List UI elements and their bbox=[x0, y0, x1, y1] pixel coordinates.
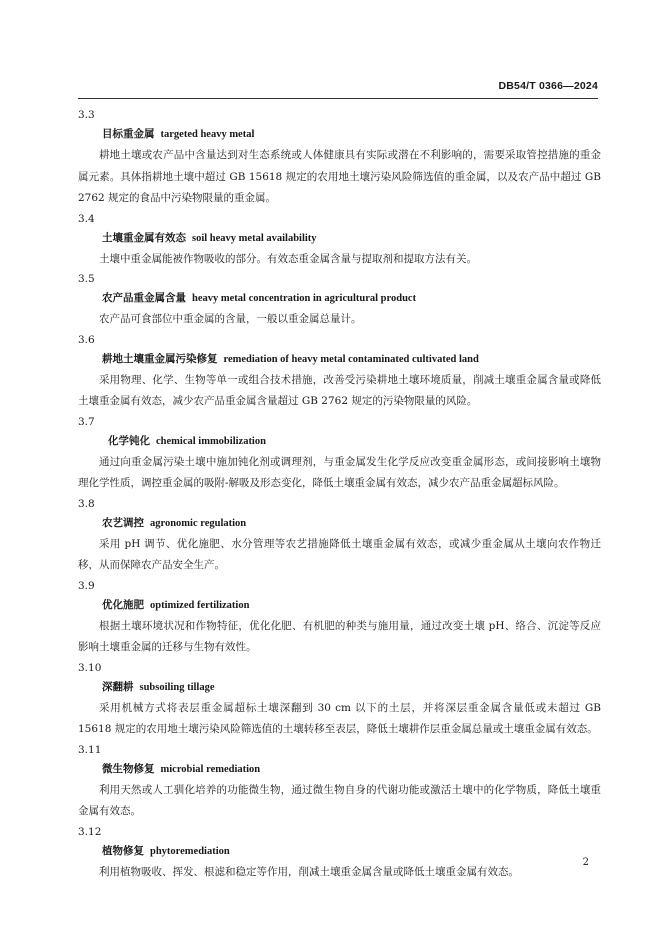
term-title-zh: 化学钝化 bbox=[108, 434, 150, 447]
term-3-11 bbox=[78, 741, 601, 823]
term-title-zh: 耕地土壤重金属污染修复 bbox=[102, 352, 218, 365]
term-title bbox=[102, 760, 601, 779]
term-number: 3.6 bbox=[78, 333, 95, 346]
term-title-zh: 土壤重金属有效态 bbox=[102, 231, 186, 244]
term-3-3 bbox=[78, 106, 601, 210]
term-number: 3.10 bbox=[78, 661, 102, 674]
term-definition: 土壤中重金属能被作物吸收的部分。有效态重金属含量与提取剂和提取方法有关。 bbox=[99, 252, 477, 265]
header-divider bbox=[78, 98, 598, 99]
term-3-4 bbox=[78, 210, 601, 271]
term-title bbox=[102, 842, 601, 861]
term-title-zh: 深翻耕 bbox=[102, 680, 134, 693]
term-definition: 采用机械方式将表层重金属超标土壤深翻到 30 cm 以下的土层，并将深层重金属含量低或未超过 GB 15618 规定的农用地土壤污染风险筛选值的土壤转移至表层，降低土壤耕作层重金属总量或土壤重金属有效态。 bbox=[78, 701, 601, 735]
term-title bbox=[102, 514, 601, 533]
term-definition: 采用 pH 调节、优化施肥、水分管理等农艺措施降低土壤重金属有效态，或减少重金属从土壤向农作物迁移，从而保障农产品安全生产。 bbox=[78, 537, 601, 571]
term-title bbox=[102, 229, 601, 248]
term-title-en: heavy metal concentration in agricultural product bbox=[192, 293, 417, 304]
term-number: 3.9 bbox=[78, 579, 95, 592]
term-3-10 bbox=[78, 659, 601, 741]
term-title-en: chemical immobilization bbox=[156, 435, 266, 447]
term-title-en: agronomic regulation bbox=[150, 517, 247, 529]
term-3-8 bbox=[78, 495, 601, 577]
term-title-zh: 目标重金属 bbox=[102, 128, 155, 140]
term-definition: 农产品可食部位中重金属的含量，一般以重金属总量计。 bbox=[99, 313, 362, 325]
term-title-zh: 优化施肥 bbox=[102, 598, 144, 611]
term-title-en: subsoiling tillage bbox=[139, 681, 215, 693]
term-title bbox=[102, 596, 601, 615]
terms-section bbox=[78, 106, 601, 883]
term-title-en: remediation of heavy metal contaminated cultivated land bbox=[223, 353, 479, 365]
term-title-en: soil heavy metal availability bbox=[192, 232, 317, 244]
term-number: 3.11 bbox=[78, 743, 102, 756]
term-title-zh: 农产品重金属含量 bbox=[102, 292, 186, 304]
term-3-7 bbox=[78, 413, 601, 495]
term-number: 3.3 bbox=[78, 109, 95, 121]
term-3-5 bbox=[78, 270, 601, 331]
term-definition: 采用物理、化学、生物等单一或组合技术措施，改善受污染耕地土壤环境质量，削减土壤重金属含量或降低土壤重金属有效态，减少农产品重金属含量超过 GB 2762 规定的污染物限量的风险。 bbox=[78, 373, 601, 407]
term-title-zh: 微生物修复 bbox=[102, 762, 155, 775]
term-number: 3.8 bbox=[78, 497, 95, 510]
term-title bbox=[102, 125, 601, 144]
term-number: 3.4 bbox=[78, 212, 95, 225]
term-title bbox=[102, 350, 601, 369]
term-number: 3.7 bbox=[78, 415, 95, 428]
term-3-12 bbox=[78, 823, 601, 884]
term-3-6 bbox=[78, 331, 601, 413]
term-title bbox=[102, 289, 601, 308]
term-title bbox=[102, 678, 601, 697]
term-title-en: phytoremediation bbox=[150, 845, 230, 857]
term-number: 3.5 bbox=[78, 273, 95, 285]
term-definition: 根据土壤环境状况和作物特征，优化化肥、有机肥的种类与施用量，通过改变土壤 pH、络合、沉淀等反应影响土壤重金属的迁移与生物有效性。 bbox=[78, 619, 601, 653]
document-code: DB54/T 0366—2024 bbox=[498, 80, 598, 92]
term-title bbox=[108, 432, 601, 451]
term-definition: 耕地土壤或农产品中含量达到对生态系统或人体健康具有实际或潜在不利影响的，需要采取管控措施的重金属元素。具体指耕地土壤中超过 GB 15618 规定的农用地土壤污染风险筛选值的重金属，以及农产品中超过 GB 2762 规定的食品中污染物限量的重金属。 bbox=[78, 149, 601, 204]
term-title-en: targeted heavy metal bbox=[160, 129, 255, 140]
term-title-zh: 农艺调控 bbox=[102, 516, 144, 529]
term-3-9 bbox=[78, 577, 601, 659]
term-title-en: microbial remediation bbox=[160, 763, 261, 775]
term-title-zh: 植物修复 bbox=[102, 844, 144, 857]
page-number: 2 bbox=[582, 857, 589, 868]
term-definition: 通过向重金属污染土壤中施加钝化剂或调理剂，与重金属发生化学反应改变重金属形态，或间接影响土壤物理化学性质，调控重金属的吸附-解吸及形态变化，降低土壤重金属有效态，减少农产品重金属超标风险。 bbox=[78, 455, 601, 489]
term-title-en: optimized fertilization bbox=[150, 599, 250, 611]
term-number: 3.12 bbox=[78, 825, 102, 838]
term-definition: 利用植物吸收、挥发、根滤和稳定等作用，削减土壤重金属含量或降低土壤重金属有效态。 bbox=[99, 865, 519, 878]
term-definition: 利用天然或人工驯化培养的功能微生物，通过微生物自身的代谢功能或激活土壤中的化学物质，降低土壤重金属有效态。 bbox=[78, 783, 601, 817]
